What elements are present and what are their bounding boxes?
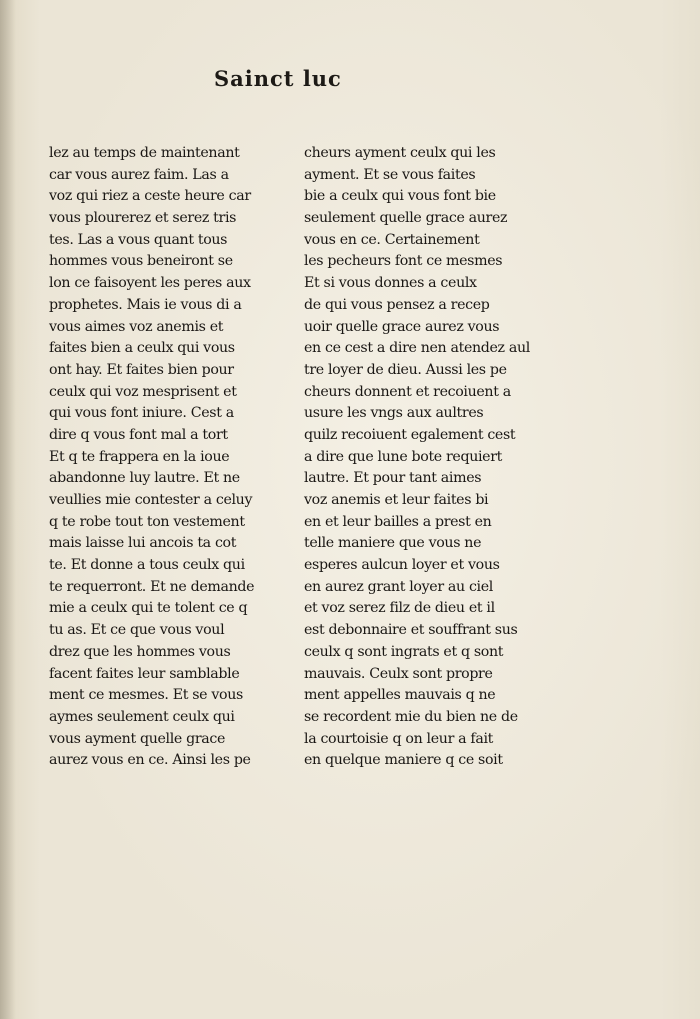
- text-line: vous ayment quelle grace: [49, 730, 226, 747]
- text-line: mais laisse lui ancois ta cot: [49, 535, 237, 552]
- text-line: en et leur bailles a prest en: [304, 513, 492, 530]
- text-line: lautre. Et pour tant aimes: [304, 470, 482, 487]
- text-line: tes. Las a vous quant tous: [49, 231, 228, 248]
- text-line: est debonnaire et souffrant sus: [304, 622, 518, 639]
- text-line: aurez vous en ce. Ainsi les pe: [49, 752, 251, 769]
- text-column-left: [49, 143, 281, 772]
- text-line: uoir quelle grace aurez vous: [304, 318, 500, 335]
- text-line: te. Et donne a tous ceulx qui: [49, 557, 245, 574]
- text-line: te requerront. Et ne demande: [49, 578, 255, 595]
- text-line: se recordent mie du bien ne de: [304, 708, 518, 725]
- text-line: seulement quelle grace aurez: [304, 210, 508, 227]
- text-line: ceulx q sont ingrats et q sont: [304, 643, 504, 660]
- text-line: en aurez grant loyer au ciel: [304, 578, 493, 595]
- text-line: mauvais. Ceulx sont propre: [304, 665, 493, 682]
- text-line: prophetes. Mais ie vous di a: [49, 296, 242, 313]
- text-line: tu as. Et ce que vous voul: [49, 622, 225, 639]
- text-line: q te robe tout ton vestement: [49, 513, 245, 530]
- text-line: abandonne luy lautre. Et ne: [49, 470, 240, 487]
- text-line: bie a ceulx qui vous font bie: [304, 188, 496, 205]
- text-line: ont hay. Et faites bien pour: [49, 361, 234, 378]
- text-line: voz anemis et leur faites bi: [304, 492, 489, 508]
- text-line: esperes aulcun loyer et vous: [304, 557, 500, 574]
- text-line: drez que les hommes vous: [49, 643, 231, 660]
- text-line: dire q vous font mal a tort: [49, 426, 228, 443]
- text-line: mie a ceulx qui te tolent ce q: [49, 600, 248, 617]
- text-line: lez au temps de maintenant: [49, 145, 240, 161]
- text-line: ment ce mesmes. Et se vous: [49, 687, 243, 704]
- text-line: aymes seulement ceulx qui: [49, 708, 235, 725]
- text-line: en quelque maniere q ce soit: [304, 752, 503, 769]
- text-line: quilz recoiuent egalement cest: [304, 426, 516, 443]
- text-line: lon ce faisoyent les peres aux: [49, 275, 251, 292]
- text-line: ceulx qui voz mesprisent et: [49, 383, 237, 400]
- text-line: usure les vngs aux aultres: [304, 405, 484, 422]
- text-line: tre loyer de dieu. Aussi les pe: [304, 361, 507, 378]
- text-line: vous aimes voz anemis et: [49, 318, 224, 335]
- text-line: vous plourerez et serez tris: [49, 210, 237, 227]
- running-head: Sainct luc: [214, 66, 342, 91]
- text-line: hommes vous beneiront se: [49, 253, 233, 270]
- text-line: cheurs ayment ceulx qui les: [304, 145, 496, 161]
- text-line: facent faites leur samblable: [49, 665, 240, 682]
- text-line: vous en ce. Certainement: [304, 231, 480, 248]
- text-line: et voz serez filz de dieu et il: [304, 600, 495, 617]
- text-line: la courtoisie q on leur a fait: [304, 730, 493, 747]
- text-line: les pecheurs font ce mesmes: [304, 253, 503, 270]
- text-line: ayment. Et se vous faites: [304, 166, 476, 183]
- text-line: car vous aurez faim. Las a: [49, 166, 229, 183]
- text-line: qui vous font iniure. Cest a: [49, 405, 234, 422]
- page-gutter-shadow: [0, 0, 16, 1019]
- text-line: de qui vous pensez a recep: [304, 296, 490, 313]
- text-line: telle maniere que vous ne: [304, 535, 482, 552]
- text-line: Et si vous donnes a ceulx: [304, 275, 477, 292]
- text-column-right: [304, 143, 544, 772]
- text-line: Et q te frappera en la ioue: [49, 448, 230, 465]
- text-line: voz qui riez a ceste heure car: [49, 188, 251, 205]
- text-line: faites bien a ceulx qui vous: [49, 340, 235, 357]
- text-line: ment appelles mauvais q ne: [304, 687, 496, 704]
- text-line: veullies mie contester a celuy: [49, 492, 253, 508]
- text-line: cheurs donnent et recoiuent a: [304, 383, 511, 400]
- text-line: a dire que lune bote requiert: [304, 448, 503, 465]
- text-line: en ce cest a dire nen atendez aul: [304, 340, 530, 357]
